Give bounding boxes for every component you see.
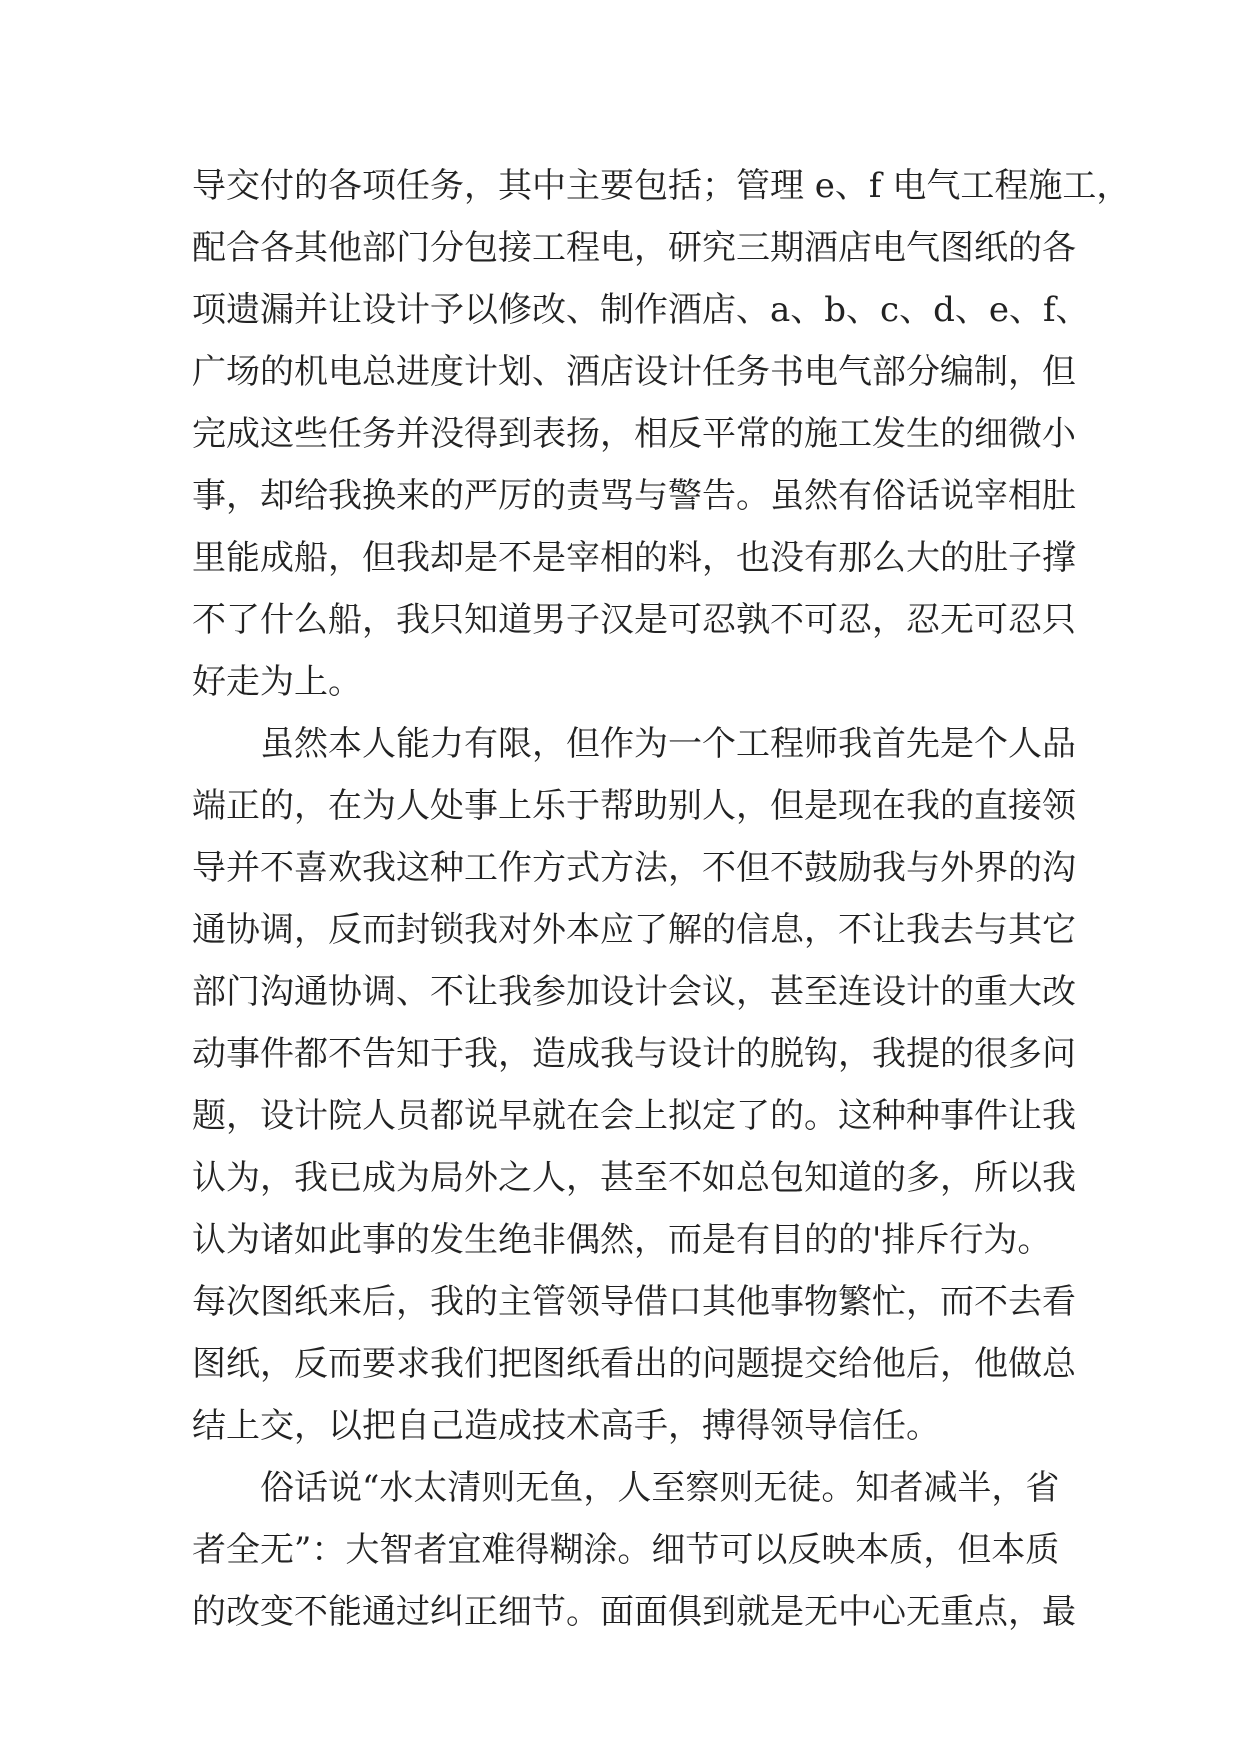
text-line: 图纸，反而要求我们把图纸看出的问题提交给他后，他做总 [192,1344,1076,1384]
text-line: 每次图纸来后，我的主管领导借口其他事物繁忙，而不去看 [192,1282,1076,1322]
text-line: 端正的，在为人处事上乐于帮助别人，但是现在我的直接领 [192,786,1076,826]
text-line: 完成这些任务并没得到表扬，相反平常的施工发生的细微小 [192,414,1076,454]
paragraph-start-line: 虽然本人能力有限，但作为一个工程师我首先是个人品 [192,724,1076,764]
text-line: 部门沟通协调、不让我参加设计会议，甚至连设计的重大改 [192,972,1076,1012]
text-line: 事，却给我换来的严厉的责骂与警告。虽然有俗话说宰相肚 [192,476,1076,516]
body-text [192,155,1131,1643]
text-line: 认为，我已成为局外之人，甚至不如总包知道的多，所以我 [192,1158,1076,1198]
paragraph-start-line: 俗话说“水太清则无鱼，人至察则无徒。知者减半，省 [192,1468,1060,1508]
text-line: 通协调，反而封锁我对外本应了解的信息，不让我去与其它 [192,910,1076,950]
text-line: 导并不喜欢我这种工作方式方法，不但不鼓励我与外界的沟 [192,848,1076,888]
text-line: 项遗漏并让设计予以修改、制作酒店、a、b、c、d、e、f、 [192,290,1090,330]
text-line: 动事件都不告知于我，造成我与设计的脱钩，我提的很多问 [192,1034,1076,1074]
text-line: 题，设计院人员都说早就在会上拟定了的。这种种事件让我 [192,1096,1076,1136]
text-line: 好走为上。 [192,662,362,702]
text-line: 导交付的各项任务，其中主要包括；管理 e、f 电气工程施工， [192,166,1131,206]
text-line: 里能成船，但我却是不是宰相的料，也没有那么大的肚子撑 [192,538,1076,578]
text-line: 不了什么船，我只知道男子汉是可忍孰不可忍，忍无可忍只 [192,600,1076,640]
text-line: 配合各其他部门分包接工程电，研究三期酒店电气图纸的各 [192,228,1076,268]
text-line: 广场的机电总进度计划、酒店设计任务书电气部分编制，但 [192,352,1076,392]
text-line: 认为诸如此事的发生绝非偶然，而是有目的的'排斥行为。 [192,1220,1052,1260]
text-line: 者全无”：大智者宜难得糊涂。细节可以反映本质，但本质 [192,1530,1060,1570]
text-line: 结上交，以把自己造成技术高手，搏得领导信任。 [192,1406,940,1446]
text-line: 的改变不能通过纠正细节。面面俱到就是无中心无重点，最 [192,1592,1076,1632]
